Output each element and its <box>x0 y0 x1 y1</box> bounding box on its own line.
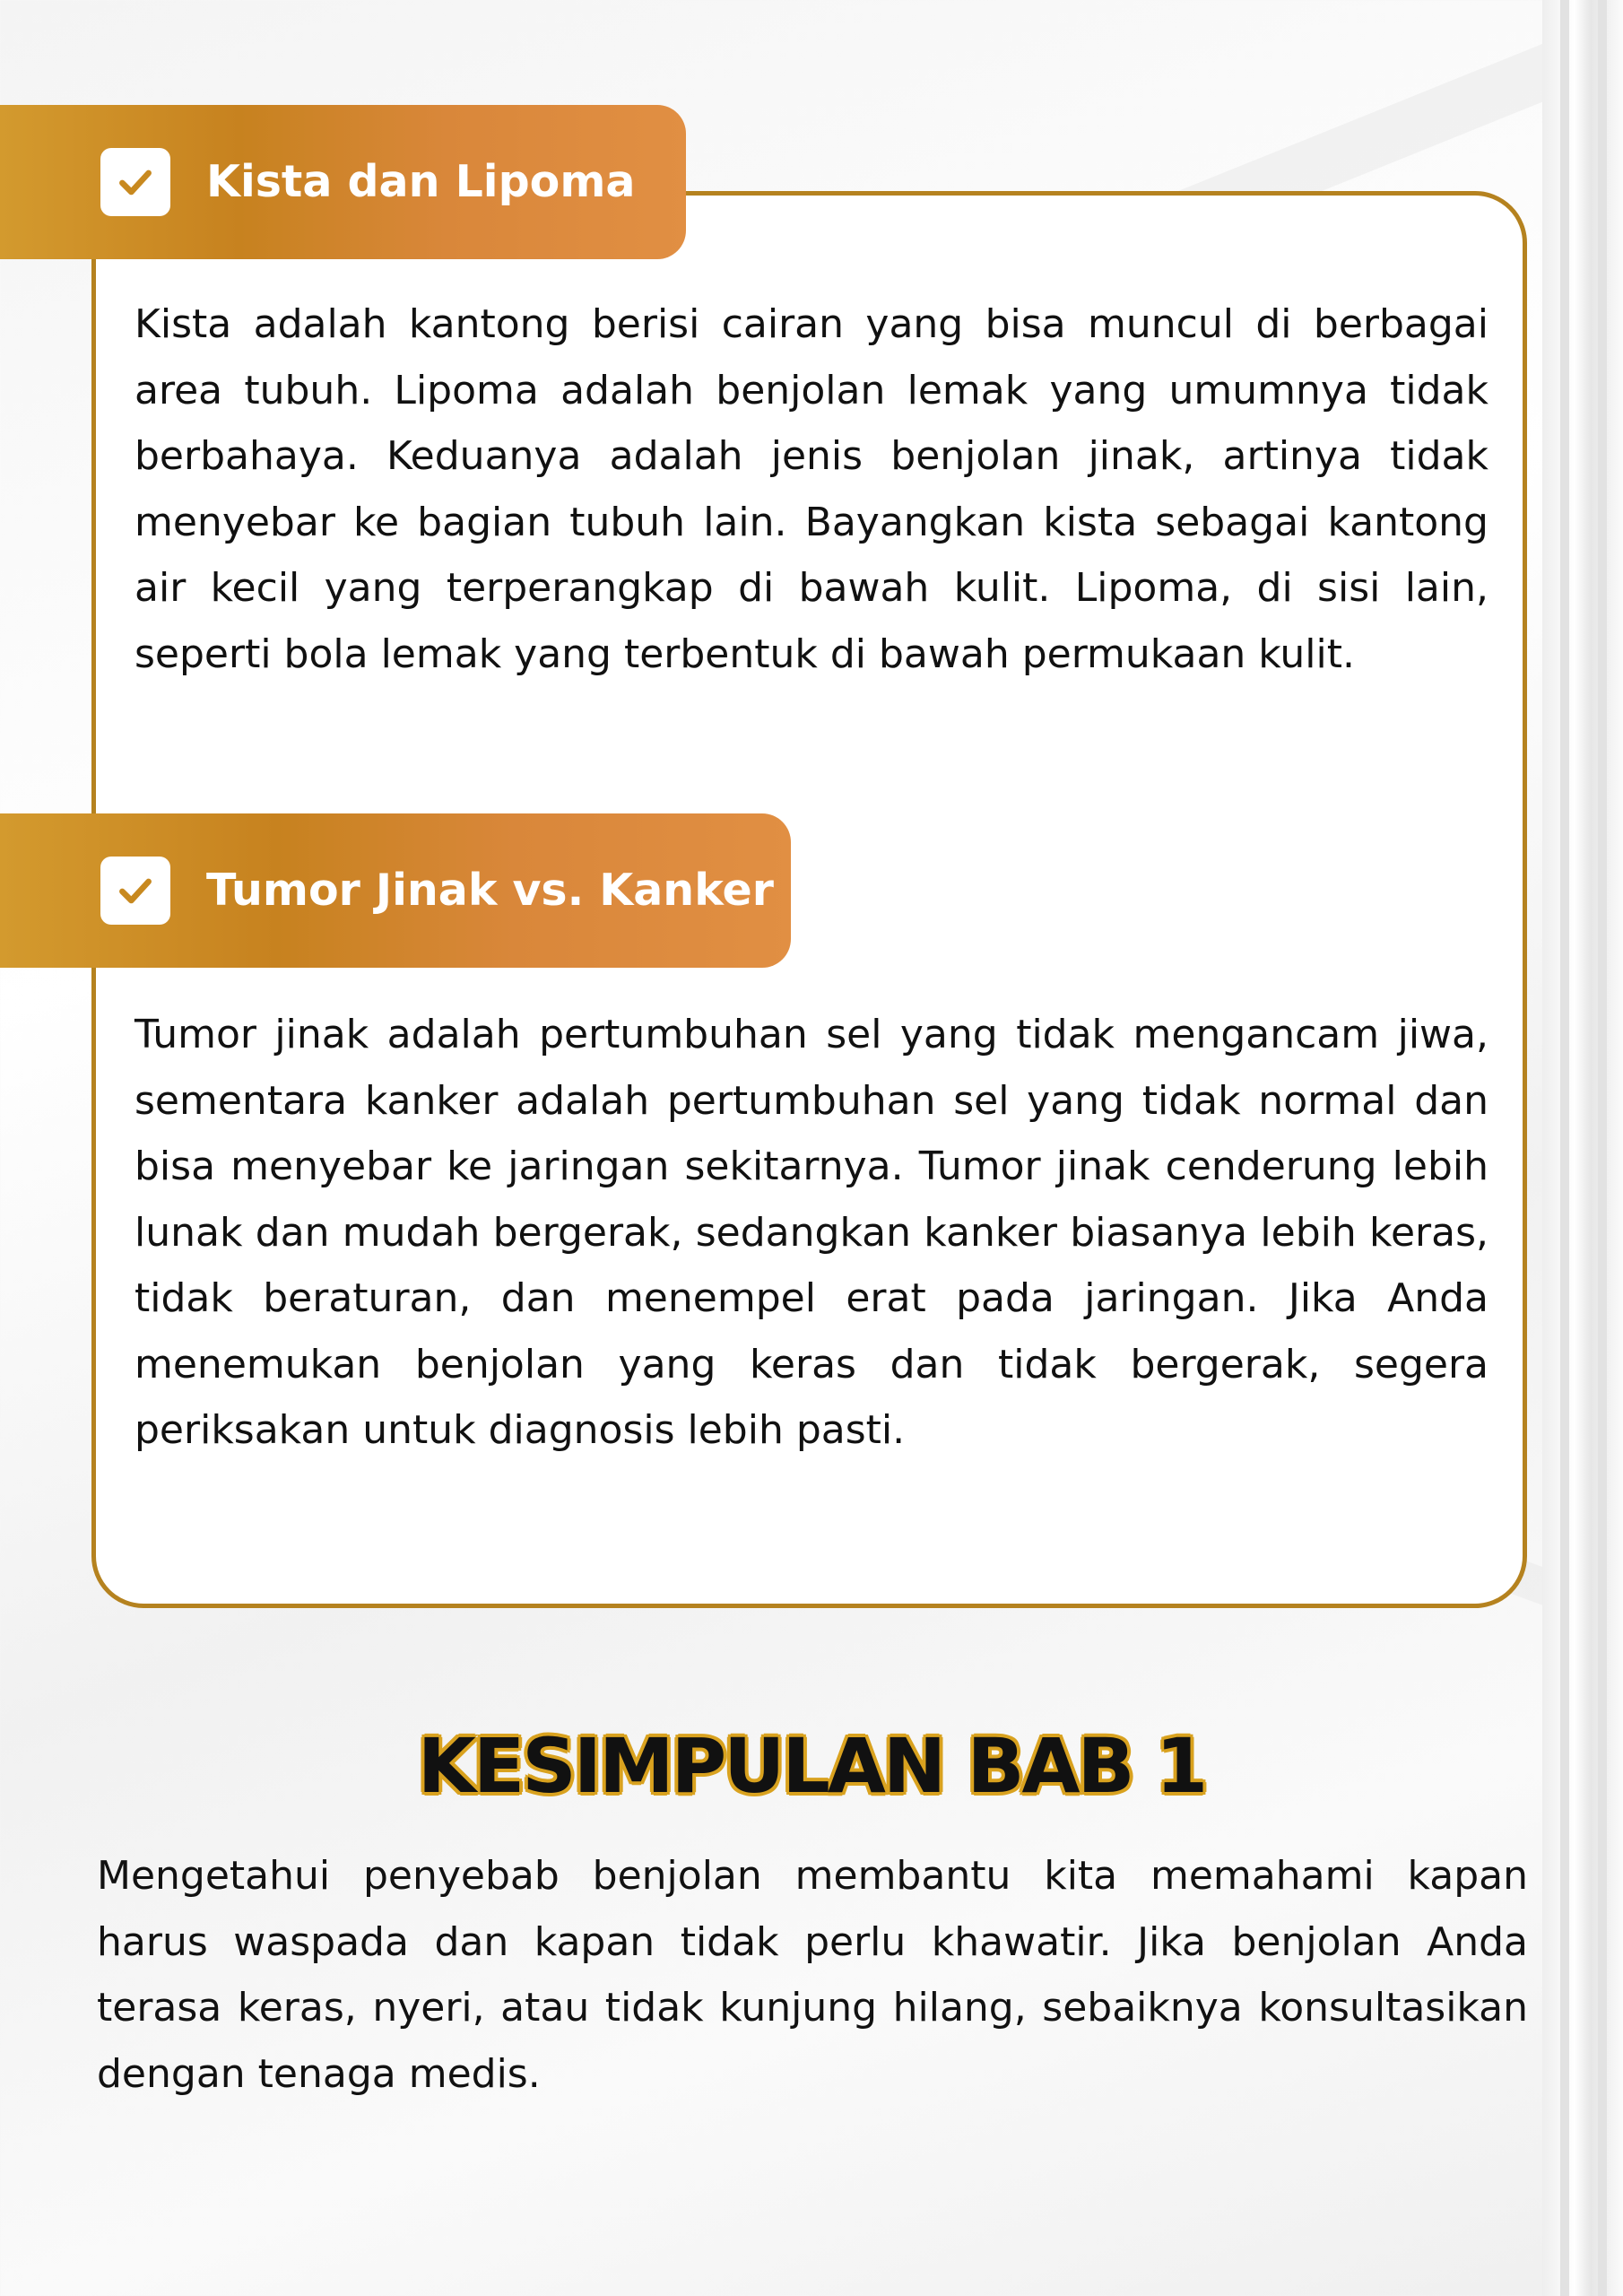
checkmark-icon <box>116 162 155 202</box>
section-banner-kista-lipoma <box>0 105 686 259</box>
window-mullion <box>1560 0 1569 2296</box>
section-title: Kista dan Lipoma <box>206 156 636 207</box>
checkmark-icon <box>116 871 155 910</box>
section-body-kista-lipoma: Kista adalah kantong berisi cairan yang bisa muncul di berbagai area tubuh. Lipoma adalah benjolan lemak yang umumnya tidak berbahaya. Keduanya adalah jenis benjolan jinak, artinya tidak menyebar ke bagian tubuh lain. Bayangkan kista sebagai kantong air kecil yang terperangkap di bawah kulit. Lipoma, di sisi lain, seperti bola lemak yang terbentuk di bawah permukaan kulit. <box>135 301 1488 677</box>
checkbox-checked-icon <box>100 857 170 925</box>
window-mullion <box>1598 0 1607 2296</box>
conclusion-heading: KESIMPULAN BAB 1 <box>417 1722 1206 1810</box>
section-body-tumor-kanker: Tumor jinak adalah pertumbuhan sel yang tidak mengancam jiwa, sementara kanker adalah pertumbuhan sel yang tidak normal dan bisa menyebar ke jaringan sekitarnya. Tumor jinak cenderung lebih lunak dan mudah bergerak, sedangkan kanker biasanya lebih keras, tidak beraturan, dan menempel erat pada jaringan. Jika Anda menemukan benjolan yang keras dan tidak bergerak, segera periksakan untuk diagnosis lebih pasti. <box>135 1012 1488 1453</box>
section-title: Tumor Jinak vs. Kanker <box>206 865 774 916</box>
conclusion-body: Mengetahui penyebab benjolan membantu kita memahami kapan harus waspada dan kapan tidak perlu khawatir. Jika benjolan Anda terasa keras, nyeri, atau tidak kunjung hilang, sebaiknya konsultasikan dengan tenaga medis. <box>97 1853 1528 2097</box>
section-banner-tumor-kanker <box>0 813 791 968</box>
checkbox-checked-icon <box>100 148 170 216</box>
background-window-frame <box>1542 0 1623 2296</box>
